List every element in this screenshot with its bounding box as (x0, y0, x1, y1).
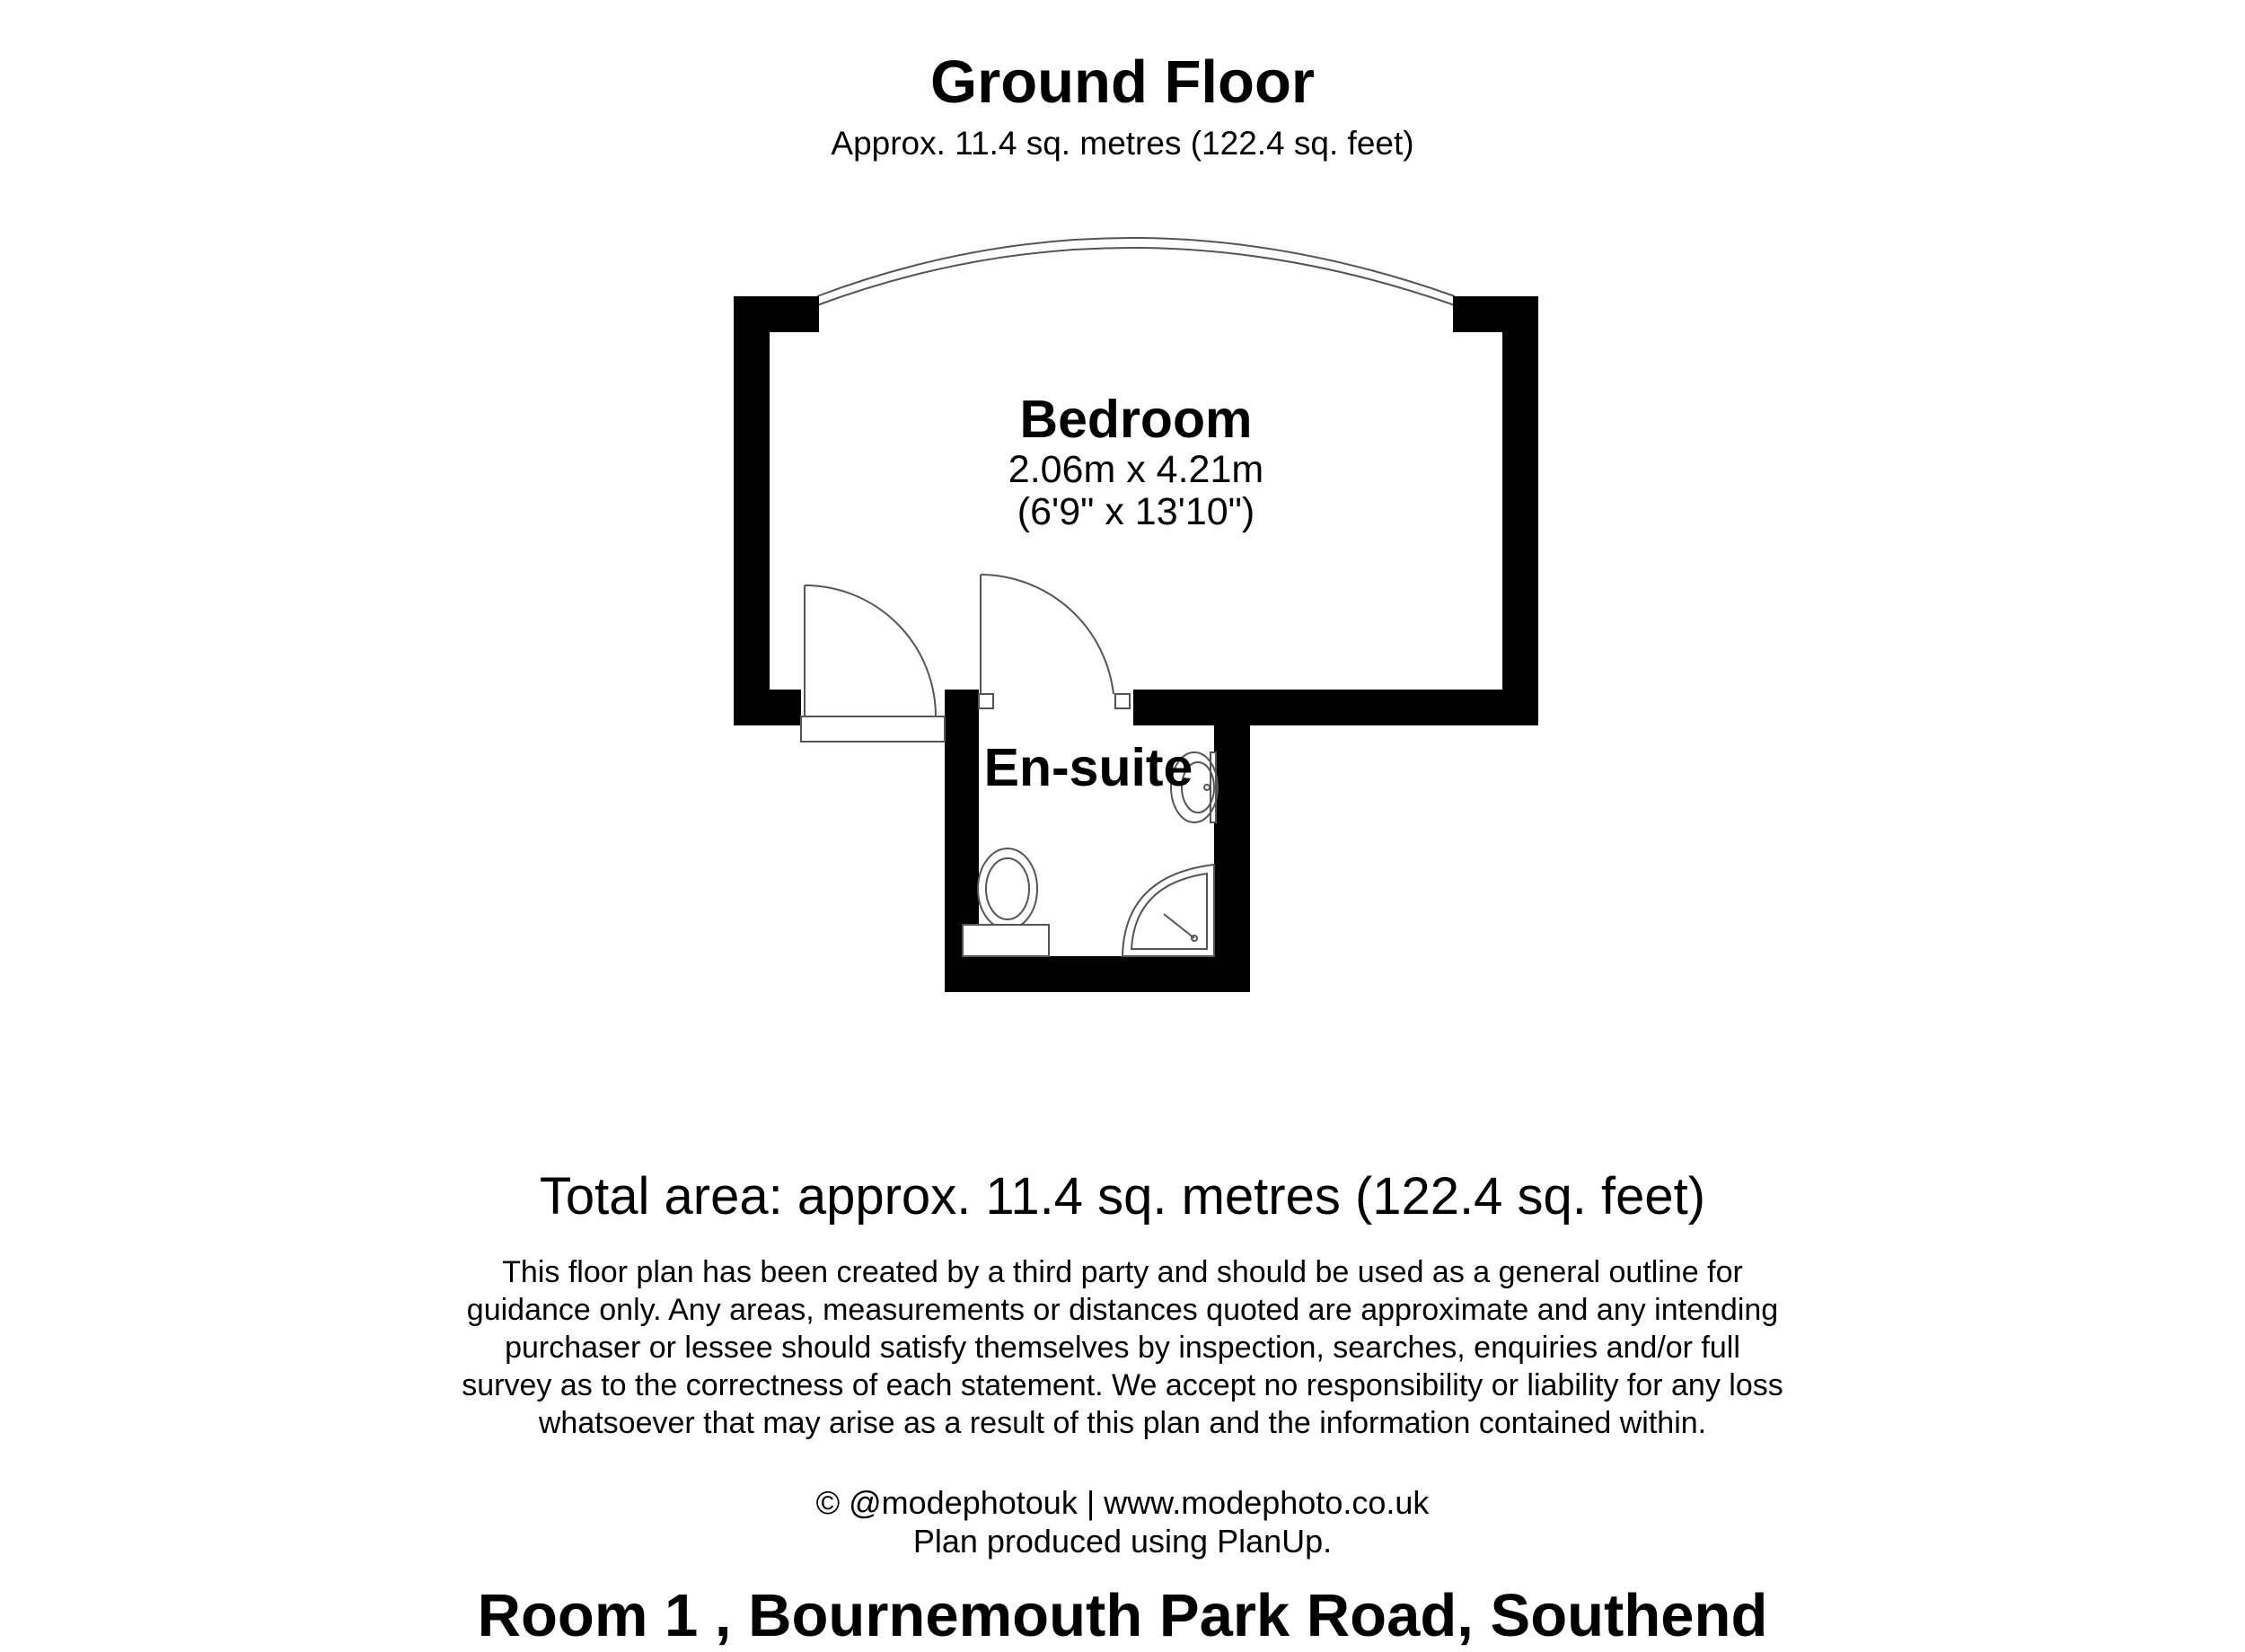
disclaimer-line: This floor plan has been created by a third party and should be used as a general outline for (502, 1255, 1743, 1289)
property-address: Room 1 , Bournemouth Park Road, Southend (477, 1582, 1768, 1649)
disclaimer-line: survey as to the correctness of each statement. We accept no responsibility or liability for any loss (462, 1368, 1783, 1402)
door-swing-ensuite (981, 575, 1114, 694)
planup-credit: Plan produced using PlanUp. (912, 1523, 1333, 1560)
door-swing-left (805, 585, 936, 716)
copyright-credit: © @modephotouk | www.modephoto.co.uk (815, 1484, 1430, 1521)
bedroom-size-metric: 2.06m x 4.21m (1008, 448, 1264, 491)
disclaimer-line: purchaser or lessee should satisfy themselves by inspection, searches, enquiries and/or full (505, 1331, 1740, 1365)
disclaimer-line: whatsoever that may arise as a result of this plan and the information contained within. (538, 1406, 1707, 1440)
ensuite-label: En-suite (983, 738, 1193, 797)
floor-title: Ground Floor (930, 48, 1315, 116)
bay-window (817, 238, 1455, 305)
total-area: Total area: approx. 11.4 sq. metres (122.4 sq. feet) (539, 1167, 1706, 1226)
floor-area-subtitle: Approx. 11.4 sq. metres (122.4 sq. feet) (831, 125, 1414, 162)
bedroom-size-imperial: (6'9" x 13'10") (1017, 490, 1255, 533)
disclaimer-line: guidance only. Any areas, measurements or distances quoted are approximate and any intending (466, 1293, 1779, 1327)
shower-tray-icon (1122, 865, 1214, 956)
bedroom-label: Bedroom (1019, 390, 1253, 449)
